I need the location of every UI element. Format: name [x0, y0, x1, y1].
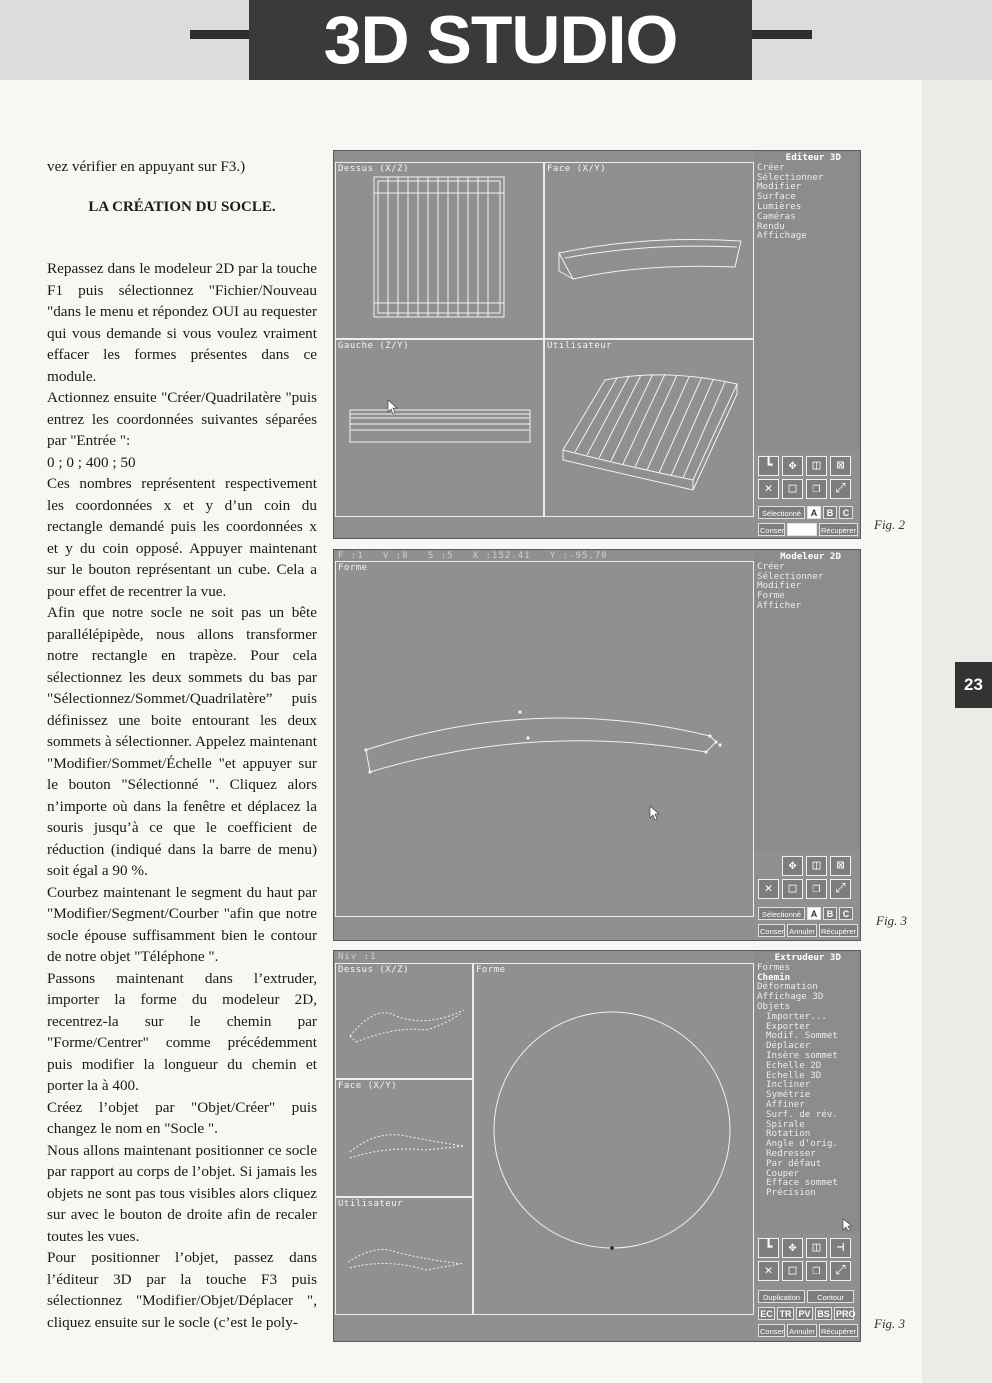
menu-item-display[interactable]: Afficher [757, 599, 802, 611]
viewport-user[interactable] [544, 339, 754, 517]
article-paragraph: 0 ; 0 ; 400 ; 50 [47, 453, 136, 471]
menu-item-create[interactable]: Créer [757, 161, 785, 173]
viewport-label: Gauche (Z/Y) [338, 341, 410, 351]
zoom-out-icon[interactable]: ⤢ [830, 879, 851, 899]
tr-button[interactable]: TR [777, 1307, 794, 1320]
viewport-label: Dessus (X/Z) [338, 164, 410, 174]
menu-panel [754, 550, 860, 850]
duplication-button[interactable]: Duplication [758, 1290, 805, 1303]
article-paragraph: Repassez dans le modeleur 2D par la touche F1 puis sélectionnez "Fichier/Nouveau "dans le menu et répondez OUI au requester qui vous demande si vous voulez vraiment effacer les formes présentes dans ce module. [47, 260, 317, 385]
blank-button[interactable] [787, 523, 817, 536]
menu-item-select[interactable]: Sélectionner [757, 570, 824, 582]
paragraph-gap [47, 238, 317, 258]
cancel-button[interactable]: Annuler [787, 924, 817, 937]
article-paragraph: Ces nombres représentent respectivement les coordonnées x et y d’un coin du rectangle demandé puis les coordonnées x et y du coin opposé. Appuyer maintenant sur le bouton représentant un cube. Cela a pour effet de recentrer la vue. [47, 475, 317, 600]
figure-editeur-3d [333, 150, 861, 539]
figure-caption: Fig. 2 [874, 517, 906, 532]
article-paragraph: Créez l’objet par "Objet/Créer" puis changez le nom en "Socle ". [47, 1098, 317, 1137]
pan-icon[interactable]: ✥ [782, 456, 803, 476]
figure-caption: Fig. 3 [874, 1316, 906, 1331]
menu-item-shape[interactable]: Forme [757, 590, 785, 602]
tool-grid [758, 856, 851, 899]
magazine-title: 3D STUDIO [249, 0, 752, 80]
menu-item[interactable]: Affichage 3D [757, 991, 824, 1003]
menu-items [757, 963, 858, 1198]
menu-item-select[interactable]: Sélectionner [757, 171, 824, 183]
article-paragraph: Passons maintenant dans l’extruder, importer la forme du modeleur 2D, recentrez-la sur le chemin par "Forme/Centrer" comme précédemment puis modifier la longueur du chemin et porter la à 400. [47, 969, 317, 1094]
contour-button[interactable]: Contour [807, 1290, 854, 1303]
status-bar: F :1 V :8 S :5 X :152.41 Y :-95.70 [338, 551, 608, 561]
menu-item[interactable]: Objets [757, 1000, 791, 1012]
viewport-label: Forme [476, 965, 506, 975]
viewport-label: Utilisateur [547, 341, 613, 351]
axis-icon[interactable]: ┗ [758, 1238, 779, 1258]
tool-spacer [758, 856, 779, 876]
menu-item[interactable]: Modif. Sommet [766, 1030, 838, 1042]
a-button[interactable]: A [807, 506, 821, 519]
viewport-top[interactable] [335, 162, 544, 339]
menu-item[interactable]: Affiner [766, 1098, 805, 1110]
menu-item-lights[interactable]: Lumières [757, 200, 802, 212]
menu-item-render[interactable]: Rendu [757, 220, 785, 232]
article-heading: LA CRÉATION DU SOCLE. [88, 198, 276, 215]
recover-button[interactable]: Récupérer [819, 523, 858, 536]
path-circle [474, 964, 755, 1316]
menu-item-create[interactable]: Créer [757, 560, 785, 572]
full-screen-icon[interactable]: □ [782, 879, 803, 899]
bs-button[interactable]: BS [815, 1307, 832, 1320]
ec-button[interactable]: EC [758, 1307, 775, 1320]
title-rule-right [752, 30, 812, 39]
menu-item[interactable]: Symétrie [766, 1089, 811, 1101]
menu-title: Extrudeur 3D [774, 952, 841, 963]
viewport-left[interactable] [335, 339, 544, 517]
tool-grid [758, 1238, 851, 1281]
menu-item[interactable]: Rotation [766, 1128, 811, 1140]
c-button[interactable]: C [839, 907, 853, 920]
article-paragraph: Courbez maintenant le segment du haut par "Modifier/Segment/Courber "afin que notre socle épouse suffisamment bien le contour de notre objet "Téléphone ". [47, 883, 317, 965]
zoom-out-icon[interactable]: ⤢ [830, 1261, 851, 1281]
viewport-shape[interactable] [473, 963, 754, 1315]
menu-item[interactable]: Incliner [766, 1079, 811, 1091]
zoom-window-icon[interactable]: ◫ [806, 856, 827, 876]
cursor-icon [842, 1217, 852, 1236]
pro-button[interactable]: PRO [836, 1309, 856, 1319]
viewport-label: Dessus (X/Z) [338, 965, 410, 975]
selection-buttons [758, 506, 853, 519]
path-user-view [336, 1198, 474, 1316]
action-buttons [758, 924, 858, 937]
menu-item-modify[interactable]: Modifier [757, 181, 802, 193]
figure-caption: Fig. 3 [876, 913, 908, 928]
recover-button[interactable]: Récupérer [819, 924, 858, 937]
menu-item[interactable]: Surf. de rév. [766, 1108, 838, 1120]
move-icon[interactable]: ⊣ [830, 1238, 851, 1258]
zoom-in-icon[interactable]: ✕ [758, 479, 779, 499]
menu-item-surface[interactable]: Surface [757, 191, 796, 203]
viewport-label: Forme [338, 563, 368, 573]
mode-buttons [758, 1290, 854, 1303]
cube-icon[interactable]: ❒ [806, 1261, 827, 1281]
path-front-view [336, 1080, 474, 1198]
wireframe-left-view [336, 340, 545, 518]
action-buttons [758, 523, 858, 536]
tool-grid [758, 456, 851, 499]
zoom-window-icon[interactable]: ◫ [806, 1238, 827, 1258]
pan-icon[interactable]: ✥ [782, 856, 803, 876]
viewport-shape[interactable] [335, 561, 754, 917]
cube-icon[interactable]: ❒ [806, 879, 827, 899]
menu-title: Editeur 3D [785, 152, 841, 163]
cancel-button[interactable]: Annuler [787, 1324, 817, 1337]
pv-button[interactable]: PV [796, 1307, 813, 1320]
menu-item[interactable]: Spirale [766, 1118, 805, 1130]
figure-modeleur-2d [333, 549, 861, 941]
wireframe-front-view [545, 163, 755, 340]
viewport-front[interactable] [544, 162, 754, 339]
article-paragraph: Nous allons maintenant positionner ce socle par rapport au corps de l’objet. Si jamais les objets ne sont pas tous visibles alors cliquez sur avec le bouton de droite afin de recaler toutes les vues. [47, 1141, 317, 1245]
article-paragraph: Pour positionner l’objet, passez dans l’éditeur 3D par la touche F3 puis sélectionnez "Modifier/Objet/Déplacer ", cliquez ensuite sur le socle (c’est le poly- [47, 1249, 317, 1331]
c-button[interactable]: C [839, 506, 853, 519]
action-buttons [758, 1324, 858, 1337]
recover-button[interactable]: Récupérer [819, 1324, 858, 1337]
menu-item[interactable]: Couper [766, 1167, 800, 1179]
menu-item[interactable]: Déformation [757, 981, 818, 993]
title-rule-left [190, 30, 250, 39]
menu-item[interactable]: Redresser [766, 1147, 816, 1159]
menu-item[interactable]: Insère sommet [766, 1049, 838, 1061]
menu-item[interactable]: Exporter [766, 1020, 811, 1032]
menu-item[interactable]: Echelle 3D [766, 1069, 822, 1081]
article-column [47, 156, 317, 1333]
menu-panel [754, 951, 860, 1233]
article-opening: vez vérifier en appuyant sur F3.) [47, 158, 246, 175]
menu-title: Modeleur 2D [780, 551, 841, 562]
path-top-view [336, 964, 474, 1080]
zoom-in-icon[interactable]: ✕ [758, 1261, 779, 1281]
menu-item-cameras[interactable]: Caméras [757, 210, 796, 222]
viewport-user[interactable] [335, 1197, 473, 1315]
wireframe-user-view [545, 340, 755, 518]
menu-item[interactable]: Précision [766, 1187, 816, 1199]
zoom-in-icon[interactable]: ✕ [758, 879, 779, 899]
selected-button[interactable]: Sélectionné [758, 506, 805, 519]
full-screen-icon[interactable]: □ [782, 479, 803, 499]
zoom-extents-icon[interactable]: ⊠ [830, 456, 851, 476]
menu-item[interactable]: Déplacer [766, 1040, 811, 1052]
article-paragraph: Actionnez ensuite "Créer/Quadrilatère "puis entrez les coordonnées suivantes séparées par "Entrée ": [47, 389, 317, 449]
a-button[interactable]: A [807, 907, 821, 920]
selected-button[interactable]: Sélectionné [758, 907, 805, 920]
selection-buttons [758, 907, 853, 920]
article-paragraph: Afin que notre socle ne soit pas un bête parallélépipède, nous allons transformer notre rectangle en trapèze. Pour cela sélectionnez les deux sommets du bas par "Sélectionnez/Sommet/Quadrilatère” puis définissez une boite entourant les deux sommets à sélectionner. Appelez maintenant "Modifier/Sommet/Échelle "et appuyer sur le bouton "Sélectionné ". Cliquez alors n’importe où dans la fenêtre et déplacez la souris jusqu’à ce que le coefficient de réduction (indiqué dans la barre de menu) soit égal a 90 %. [47, 604, 317, 879]
menu-item[interactable]: Angle d'orig. [766, 1138, 838, 1150]
figure-extrudeur-3d [333, 950, 861, 1342]
page-number: 23 [955, 662, 992, 708]
menu-item-display[interactable]: Affichage [757, 230, 807, 242]
zoom-window-icon[interactable]: ◫ [806, 456, 827, 476]
zoom-out-icon[interactable]: ⤢ [830, 479, 851, 499]
menu-item-modify[interactable]: Modifier [757, 580, 802, 592]
menu-item[interactable]: Formes [757, 961, 791, 973]
b-button[interactable]: B [823, 506, 837, 519]
status-bar: Niv :1 [338, 952, 377, 962]
keep-button[interactable]: Conser [758, 523, 785, 536]
menu-panel [754, 151, 860, 451]
viewport-front[interactable] [335, 1079, 473, 1197]
menu-item[interactable]: Efface sommet [766, 1177, 838, 1189]
menu-item[interactable]: Importer... [766, 1010, 827, 1022]
axis-icon[interactable]: ┗ [758, 456, 779, 476]
viewport-label: Face (X/Y) [547, 164, 607, 174]
menu-item[interactable]: Par défaut [766, 1157, 822, 1169]
keep-button[interactable]: Conser [758, 924, 785, 937]
viewport-top[interactable] [335, 963, 473, 1079]
pan-icon[interactable]: ✥ [782, 1238, 803, 1258]
viewport-label: Utilisateur [338, 1199, 404, 1209]
view-buttons [758, 1307, 854, 1320]
menu-item[interactable]: Chemin [757, 971, 791, 983]
shape-outline [336, 562, 755, 918]
zoom-extents-icon[interactable]: ⊠ [830, 856, 851, 876]
viewport-label: Face (X/Y) [338, 1081, 398, 1091]
menu-item[interactable]: Echelle 2D [766, 1059, 822, 1071]
cube-icon[interactable]: ❒ [806, 479, 827, 499]
full-screen-icon[interactable]: □ [782, 1261, 803, 1281]
keep-button[interactable]: Conser [758, 1324, 785, 1337]
wireframe-top-view [336, 163, 545, 340]
b-button[interactable]: B [823, 907, 837, 920]
